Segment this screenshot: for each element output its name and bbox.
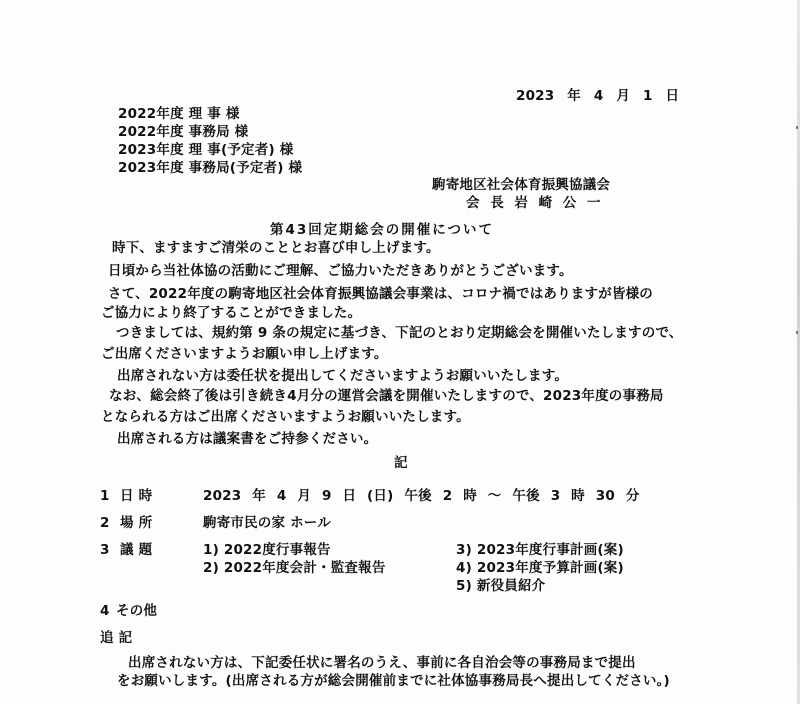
item-label-other: その他: [116, 603, 158, 619]
agenda-item: 2) 2022年度会計・監査報告: [203, 560, 386, 576]
item-label-place: 場 所: [120, 515, 153, 531]
body-line: ご協力により終了することができました。: [101, 305, 362, 321]
addressee-line: 2022年度 理 事 様: [118, 106, 240, 122]
addressee-line: 2022年度 事務局 様: [118, 124, 249, 140]
body-line: となられる方はご出席くださいますようお願いいたします。: [101, 409, 470, 425]
item-number: 4: [100, 603, 110, 619]
agenda-item: 5) 新役員紹介: [456, 578, 546, 594]
postscript-heading: 追 記: [100, 630, 133, 646]
item-number: 1: [100, 488, 110, 504]
addressee-line: 2023年度 事務局(予定者) 様: [118, 160, 303, 176]
agenda-item: 3) 2023年度行事計画(案): [456, 542, 624, 558]
body-line: さて、2022年度の駒寄地区社会体育振興協議会事業は、コロナ禍ではありますが皆様の: [108, 286, 654, 302]
ki-heading: 記: [394, 455, 408, 471]
document-date: 2023 年 4 月 1 日: [516, 88, 680, 104]
agenda-item: 1) 2022度行事報告: [203, 542, 331, 558]
body-line: ご出席くださいますようお願い申し上げます。: [101, 346, 388, 362]
sender-president: 会 長 岩 崎 公 一: [466, 195, 604, 211]
item-number: 3: [100, 542, 110, 558]
scan-speck: [796, 126, 798, 129]
body-line: 時下、ますますご清栄のこととお喜び申し上げます。: [112, 240, 440, 256]
document-title: 第43回定期総会の開催について: [270, 222, 495, 238]
meeting-place: 駒寄市民の家 ホール: [203, 515, 331, 531]
item-number: 2: [100, 515, 110, 531]
postscript-line: 出席されない方は、下記委任状に署名のうえ、事前に各自治会等の事務局まで提出: [128, 655, 636, 671]
sender-organization: 駒寄地区社会体育振興協議会: [432, 177, 611, 193]
body-line: つきましては、規約第 9 条の規定に基づき、下記のとおり定期総会を開催いたしますので、: [116, 325, 683, 341]
addressee-line: 2023年度 理 事(予定者) 様: [118, 142, 294, 158]
scan-speck: [796, 331, 798, 334]
agenda-item: 4) 2023年度予算計画(案): [456, 560, 624, 576]
body-line: 出席されない方は委任状を提出してくださいますようお願いいたします。: [117, 368, 569, 384]
item-label-datetime: 日 時: [120, 488, 153, 504]
meeting-datetime: 2023 年 4 月 9 日 (日) 午後 2 時 ～ 午後 3 時 30 分: [203, 488, 640, 504]
body-line: 日頃から当社体協の活動にご理解、ご協力いただきありがとうございます。: [108, 263, 573, 279]
postscript-line: をお願いします。(出席される方が総会開催前までに社体協事務局長へ提出してください。): [117, 673, 670, 689]
body-line: 出席される方は議案書をご持参ください。: [117, 431, 378, 447]
body-line: なお、総会終了後は引き続き4月分の運営会議を開催いたしますので、2023年度の事務局: [109, 388, 664, 404]
item-label-agenda: 議 題: [120, 542, 153, 558]
